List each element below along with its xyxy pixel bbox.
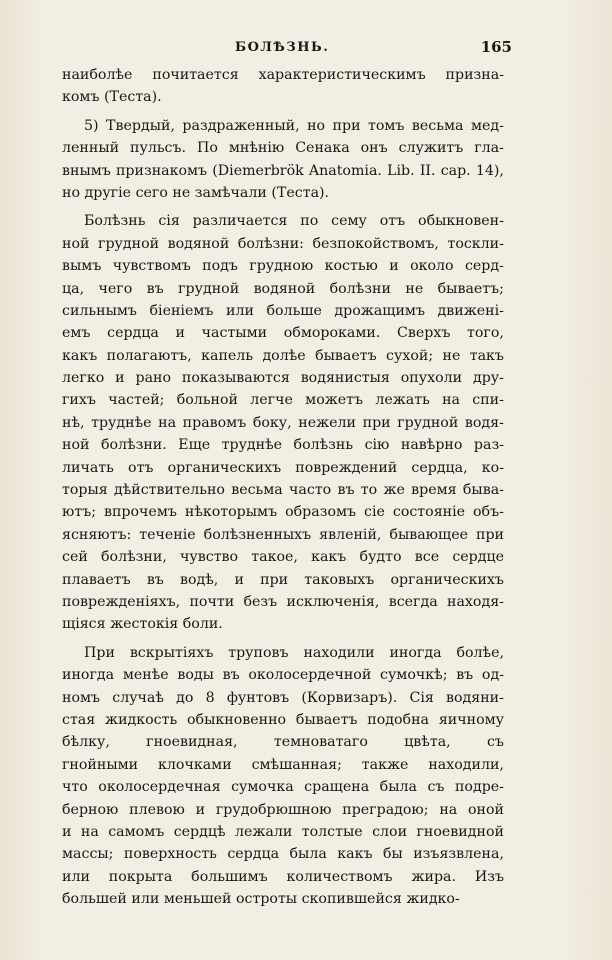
text-line: нѣ, труднѣе на правомъ боку, нежели при грудной водя- <box>62 414 504 431</box>
paragraph <box>62 210 504 635</box>
text-line: поврежденіяхъ, почти безъ исключенія, всегда находя- <box>62 593 504 610</box>
text-line: При вскрытіяхъ труповъ находили иногда болѣе, <box>84 644 504 661</box>
page-header <box>60 38 512 58</box>
text-line: ленный пульсъ. По мнѣнію Сенака онъ служитъ гла- <box>62 140 504 157</box>
text-line: наиболѣе почитается характеристическимъ призна- <box>62 67 504 83</box>
text-line: легко и рано показываются водянистыя опухоли дру- <box>62 370 504 387</box>
text-line: бѣлку, гноевидная, темноватаго цвѣта, съ <box>62 734 504 751</box>
text-line: что околосердечная сумочка сращена была съ подре- <box>62 779 504 796</box>
text-line: берною плевою и грудобрюшною преградою; на оной <box>62 801 504 818</box>
text-line: личать отъ органическихъ повреждений сердца, ко- <box>62 459 504 476</box>
text-line: сильнымъ біеніемъ или больше дрожащимъ движені- <box>62 302 504 319</box>
text-line: ясняютъ: теченіе болѣзненныхъ явленій, бывающее при <box>62 526 504 543</box>
text-line: емъ сердца и частыми обмороками. Сверхъ того, <box>62 325 504 342</box>
paragraph <box>62 64 504 109</box>
text-line: какъ полагаютъ, капель долѣе бываетъ сухой; не такъ <box>62 347 504 364</box>
body-text <box>62 64 504 916</box>
text-line: массы; поверхность сердца была какъ бы изъязвлена, <box>62 846 504 863</box>
text-line: комъ (Тестa). <box>62 89 162 106</box>
text-line: 5) Твердый, раздраженный, но при томъ весьма мед- <box>84 117 504 134</box>
text-line: плаваетъ въ водѣ, и при таковыхъ органическихъ <box>62 571 504 588</box>
text-line: вымъ чувствомъ подъ грудною костью и около серд- <box>62 258 504 275</box>
text-line: ца, чего въ грудной водяной болѣзни не бываетъ; <box>62 280 504 297</box>
text-line: гнойными клочками смѣшанная; также находили, <box>62 756 504 773</box>
text-line: ной болѣзни. Еще труднѣе болѣзнь сію навѣрно раз- <box>62 437 504 454</box>
text-line: номъ случаѣ до 8 фунтовъ (Корвизаръ). Сія водяни- <box>62 689 504 706</box>
text-line: или покрыта большимъ количествомъ жира. Изъ <box>62 868 504 885</box>
text-line: торыя дѣйствительно весьма часто въ то же время быва- <box>62 482 504 499</box>
text-line: гихъ частей; больной легче можетъ лежать на спи- <box>62 392 504 409</box>
text-line: сей болѣзни, чувство такое, какъ будто все сердце <box>62 549 504 566</box>
text-line: Болѣзнь сія различается по сему отъ обыкновен- <box>84 213 504 230</box>
page-number: 165 <box>480 38 512 56</box>
text-line: иногда менѣе воды въ околосердечной сумочкѣ; въ од- <box>62 667 504 684</box>
text-line: ютъ; впрочемъ нѣкоторымъ образомъ сіе состояніе объ- <box>62 504 504 521</box>
text-line: внымъ признакомъ (Diemerbrök Anatomia. Lib. II. cap. 14), <box>62 162 504 179</box>
running-title: БОЛѢЗНЬ. <box>235 40 330 55</box>
text-line: но другіе сего не замѣчали (Теста). <box>62 184 330 201</box>
text-line: щіяся жестокія боли. <box>62 616 223 633</box>
text-line: стая жидкость обыкновенно бываетъ подобна яичному <box>62 711 504 728</box>
text-line: и на самомъ сердцѣ лежали толстые слои гноевидной <box>62 823 504 840</box>
paragraph <box>62 642 504 911</box>
text-line: большей или меньшей остроты скопившейся жидко- <box>62 891 460 908</box>
text-line: ной грудной водяной болѣзни: безпокойствомъ, тоскли- <box>62 235 504 252</box>
paragraph <box>62 115 504 205</box>
